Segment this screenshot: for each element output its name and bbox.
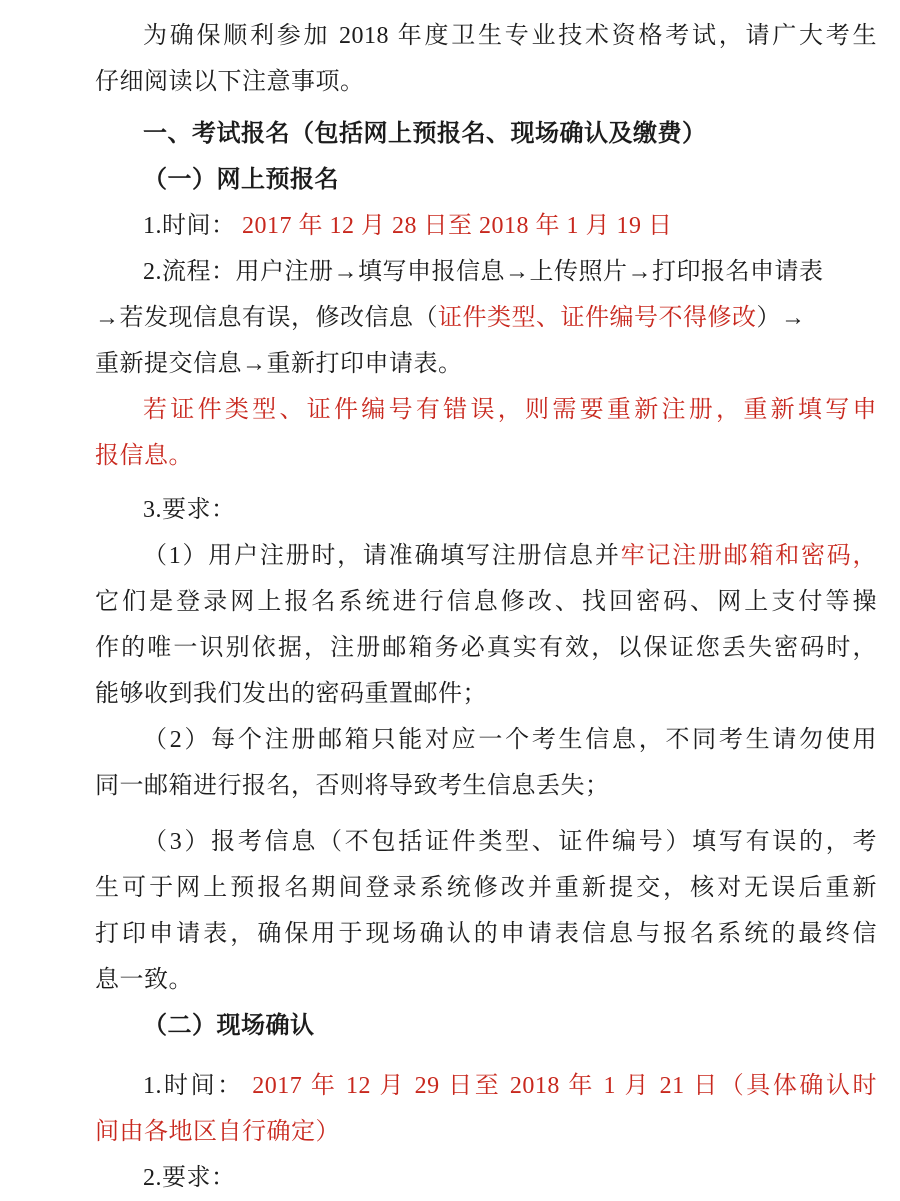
highlighted-text-run: 2017 年 12 月 28 日至 2018 年 1 月 19 日: [242, 213, 673, 239]
text-run: 1.时间：: [143, 213, 242, 239]
highlighted-text-run: 报信息。: [95, 443, 193, 469]
text-run: 能够收到我们发出的密码重置邮件；: [95, 681, 487, 707]
subsection-2-heading: [95, 1003, 877, 1049]
section-1-heading: [95, 111, 877, 157]
highlighted-text-run: 间由各地区自行确定）: [95, 1119, 340, 1145]
text-run: 同一邮箱进行报名，否则将导致考生信息丢失；: [95, 773, 610, 799]
text-run: ）→: [756, 305, 806, 331]
requirement-2-line-2: [95, 763, 877, 809]
requirement-3-line-2: [95, 865, 877, 911]
intro-line-2: [95, 59, 877, 105]
requirement-2-line-1: [95, 717, 877, 763]
text-run: （1）用户注册时，请准确填写注册信息并: [143, 543, 621, 569]
text-run: （2）每个注册邮箱只能对应一个考生信息，不同考生请勿使用: [143, 727, 877, 753]
text-run: 重新提交信息→重新打印申请表。: [95, 351, 463, 377]
confirmation-time-line-2: [95, 1109, 877, 1155]
requirements-2-heading: [95, 1155, 877, 1201]
process-line-1: [95, 249, 877, 295]
document-body: [95, 13, 877, 1201]
text-run: 2.要求：: [143, 1165, 236, 1191]
confirmation-time-line-1: [95, 1063, 877, 1109]
text-run: 作的唯一识别依据，注册邮箱务必真实有效，以保证您丢失密码时，: [95, 635, 877, 661]
text-run: 它们是登录网上报名系统进行信息修改、找回密码、网上支付等操: [95, 589, 877, 615]
process-line-2: [95, 295, 877, 341]
highlighted-text-run: 2017 年 12 月 29 日至 2018 年 1 月 21 日（具体确认时: [252, 1073, 877, 1099]
requirement-1-line-2: [95, 579, 877, 625]
text-run: 一、考试报名（包括网上预报名、现场确认及缴费）: [143, 120, 707, 147]
highlighted-text-run: 若证件类型、证件编号有错误，则需要重新注册，重新填写申: [143, 397, 877, 423]
text-run: （3）报考信息（不包括证件类型、证件编号）填写有误的，考: [143, 829, 877, 855]
intro-line-1: [95, 13, 877, 59]
highlighted-text-run: 证件类型、证件编号不得修改: [438, 305, 757, 331]
text-run: 3.要求：: [143, 497, 236, 523]
process-line-3: [95, 341, 877, 387]
text-run: （一）网上预报名: [143, 166, 339, 193]
requirement-1-line-4: [95, 671, 877, 717]
text-run: 生可于网上预报名期间登录系统修改并重新提交，核对无误后重新: [95, 875, 877, 901]
requirements-heading: [95, 487, 877, 533]
requirement-1-line-3: [95, 625, 877, 671]
text-run: 打印申请表，确保用于现场确认的申请表信息与报名系统的最终信: [95, 921, 877, 947]
re-register-note-line-2: [95, 433, 877, 479]
highlighted-text-run: 牢记注册邮箱和密码，: [620, 543, 877, 569]
text-run: 为确保顺利参加 2018 年度卫生专业技术资格考试，请广大考生: [143, 23, 877, 49]
re-register-note-line-1: [95, 387, 877, 433]
text-run: （二）现场确认: [143, 1012, 315, 1039]
text-run: 息一致。: [95, 967, 193, 993]
requirement-1-line-1: [95, 533, 877, 579]
subsection-1-heading: [95, 157, 877, 203]
requirement-3-line-1: [95, 819, 877, 865]
requirement-3-line-3: [95, 911, 877, 957]
pre-registration-time: [95, 203, 877, 249]
text-run: 2.流程：用户注册→填写申报信息→上传照片→打印报名申请表: [143, 259, 824, 285]
text-run: →若发现信息有误，修改信息（: [95, 305, 438, 331]
text-run: 1.时间：: [143, 1073, 253, 1099]
requirement-3-line-4: [95, 957, 877, 1003]
text-run: 仔细阅读以下注意事项。: [95, 69, 365, 95]
